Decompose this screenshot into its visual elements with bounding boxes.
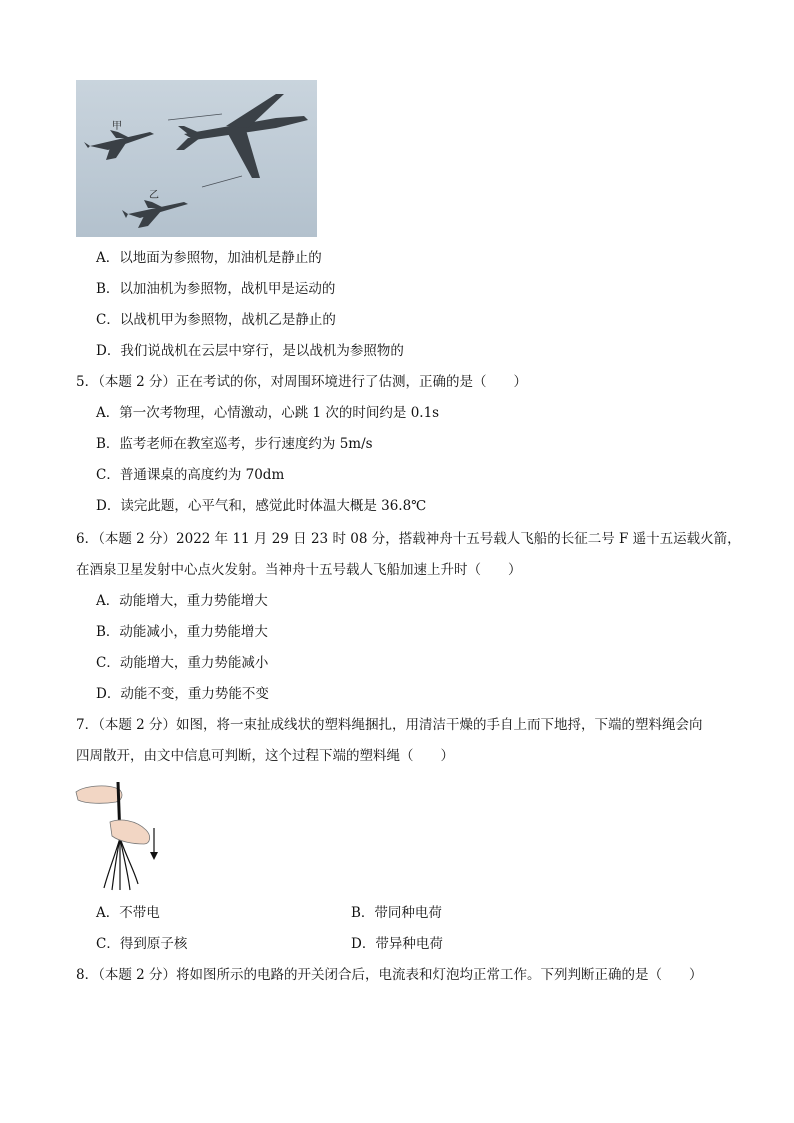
- q6-option-b: B．动能减小，重力势能增大: [96, 624, 268, 640]
- q7-option-d: D．带异种电荷: [351, 936, 443, 952]
- plastic-rope-figure: [74, 778, 160, 892]
- q4-option-b: B．以加油机为参照物，战机甲是运动的: [96, 281, 336, 297]
- q7-stem-line2: 四周散开，由文中信息可判断，这个过程下端的塑料绳（ ）: [76, 748, 454, 764]
- q5-option-b: B．监考老师在教室巡考，步行速度约为 5m/s: [96, 436, 373, 452]
- q5-option-d: D．读完此题，心平气和，感觉此时体温大概是 36.8℃: [96, 498, 427, 514]
- q4-option-c: C．以战机甲为参照物，战机乙是静止的: [96, 312, 336, 328]
- aircraft-illustration: [76, 80, 317, 237]
- q7-option-c: C．得到原子核: [96, 936, 188, 952]
- q7-stem-line1: 7．（本题 2 分）如图，将一束扯成线状的塑料绳捆扎，用清洁干燥的手自上而下地捋，下端的塑料绳会向: [76, 717, 703, 733]
- q8-stem: 8．（本题 2 分）将如图所示的电路的开关闭合后，电流表和灯泡均正常工作。下列判断正确的是（ ）: [76, 967, 703, 983]
- q5-option-c: C．普通课桌的高度约为 70dm: [96, 467, 285, 483]
- hand-rope-illustration: [74, 778, 160, 892]
- q6-option-d: D．动能不变，重力势能不变: [96, 686, 269, 702]
- q6-stem-line2: 在酒泉卫星发射中心点火发射。当神舟十五号载人飞船加速上升时（ ）: [76, 562, 522, 578]
- q6-stem-line1: 6．（本题 2 分）2022 年 11 月 29 日 23 时 08 分，搭载神舟十五号载人飞船的长征二号 F 遥十五运载火箭，: [76, 531, 741, 547]
- q4-option-d: D．我们说战机在云层中穿行，是以战机为参照物的: [96, 343, 404, 359]
- q6-option-c: C．动能增大，重力势能减小: [96, 655, 269, 671]
- fighter-yi: [122, 200, 188, 228]
- q5-stem: 5．（本题 2 分）正在考试的你，对周围环境进行了估测，正确的是（ ）: [76, 374, 528, 390]
- q7-option-b: B．带同种电荷: [351, 905, 442, 921]
- tanker-plane: [176, 94, 308, 178]
- q7-option-a: A．不带电: [96, 905, 160, 921]
- label-jia: 甲: [112, 121, 122, 132]
- q6-option-a: A．动能增大，重力势能增大: [96, 593, 268, 609]
- label-yi: 乙: [149, 190, 159, 201]
- q5-option-a: A．第一次考物理，心情激动，心跳 1 次的时间约是 0.1s: [96, 405, 440, 421]
- refueling-photo: [76, 80, 317, 237]
- fighter-jia: [84, 130, 154, 160]
- q4-option-a: A．以地面为参照物，加油机是静止的: [96, 250, 322, 266]
